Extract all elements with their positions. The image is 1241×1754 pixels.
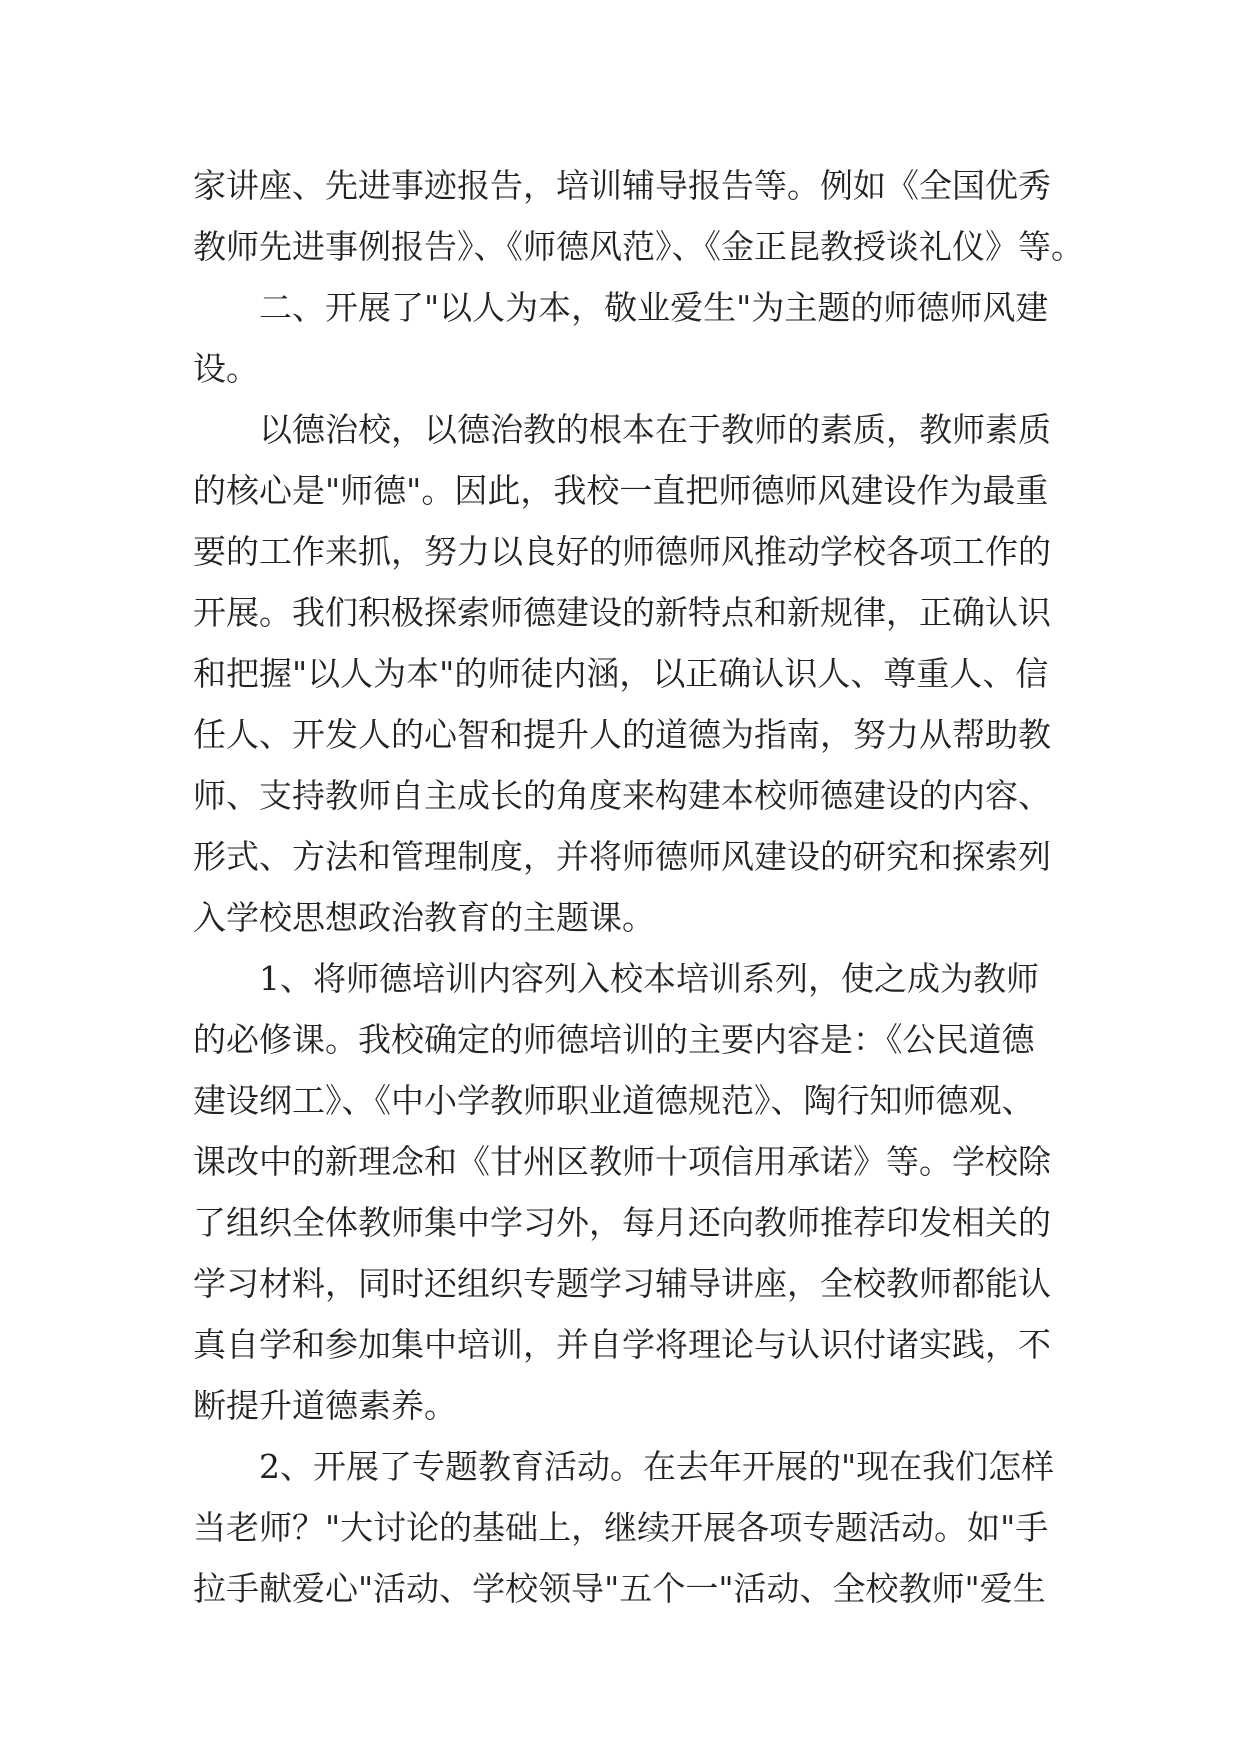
text-line: 真自学和参加集中培训，并自学将理论与认识付诸实践，不 <box>193 1325 1051 1364</box>
list-item-start: 2、开展了专题教育活动。在去年开展的"现在我们怎样 <box>259 1447 1055 1486</box>
list-item-start: 1、将师德培训内容列入校本培训系列，使之成为教师 <box>259 959 1039 998</box>
text-line: 的必修课。我校确定的师德培训的主要内容是：《公民道德 <box>193 1020 1035 1059</box>
text-line: 设。 <box>193 349 259 388</box>
text-line: 学习材料，同时还组织专题学习辅导讲座，全校教师都能认 <box>193 1264 1051 1303</box>
text-line: 家讲座、先进事迹报告，培训辅导报告等。例如《全国优秀 <box>193 166 1051 205</box>
paragraph-start: 以德治校，以德治教的根本在于教师的素质，教师素质 <box>259 410 1051 449</box>
text-line: 师、支持教师自主成长的角度来构建本校师德建设的内容、 <box>193 776 1051 815</box>
text-line: 形式、方法和管理制度，并将师德师风建设的研究和探索列 <box>193 837 1051 876</box>
text-line: 当老师？"大讨论的基础上，继续开展各项专题活动。如"手 <box>193 1508 1049 1547</box>
section-heading: 二、开展了"以人为本，敬业爱生"为主题的师德师风建 <box>259 288 1049 327</box>
text-line: 课改中的新理念和《甘州区教师十项信用承诺》等。学校除 <box>193 1142 1051 1181</box>
document-body <box>193 155 1093 1619</box>
text-line: 要的工作来抓，努力以良好的师德师风推动学校各项工作的 <box>193 532 1051 571</box>
text-line: 断提升道德素养。 <box>193 1386 457 1425</box>
text-line: 拉手献爱心"活动、学校领导"五个一"活动、全校教师"爱生 <box>193 1569 1046 1608</box>
text-line: 教师先进事例报告》、《师德风范》、《金正昆教授谈礼仪》等。 <box>193 227 1084 266</box>
text-line: 的核心是"师德"。因此，我校一直把师德师风建设作为最重 <box>193 471 1049 510</box>
text-line: 任人、开发人的心智和提升人的道德为指南，努力从帮助教 <box>193 715 1051 754</box>
text-line: 和把握"以人为本"的师徒内涵，以正确认识人、尊重人、信 <box>193 654 1049 693</box>
text-line: 建设纲工》、《中小学教师职业道德规范》、陶行知师德观、 <box>193 1081 1035 1120</box>
text-line: 了组织全体教师集中学习外，每月还向教师推荐印发相关的 <box>193 1203 1051 1242</box>
text-line: 入学校思想政治教育的主题课。 <box>193 898 655 937</box>
text-line: 开展。我们积极探索师德建设的新特点和新规律，正确认识 <box>193 593 1051 632</box>
